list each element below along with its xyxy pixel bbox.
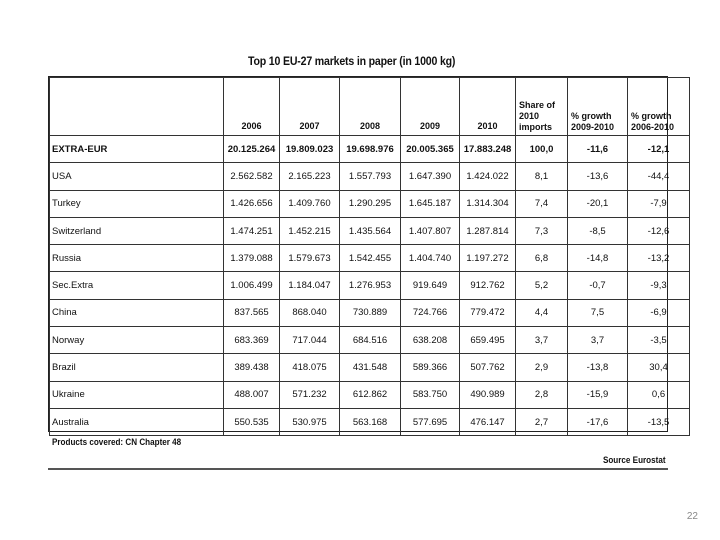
- table-cell: 7,4: [516, 190, 568, 217]
- table-cell: 919.649: [401, 272, 460, 299]
- table-cell: 530.975: [280, 408, 340, 435]
- table-cell: 476.147: [460, 408, 516, 435]
- table-cell: 1.197.272: [460, 245, 516, 272]
- table-cell: 1.006.499: [224, 272, 280, 299]
- table-cell: 20.125.264: [224, 136, 280, 163]
- table-cell: 1.474.251: [224, 217, 280, 244]
- table-cell: 7,3: [516, 217, 568, 244]
- table-cell: 638.208: [401, 327, 460, 354]
- table-cell: 19.698.976: [340, 136, 401, 163]
- table-row: [50, 217, 690, 244]
- table-cell: -9,3: [628, 272, 690, 299]
- table-cell: -3,5: [628, 327, 690, 354]
- table-cell: 717.044: [280, 327, 340, 354]
- table-cell: 1.407.807: [401, 217, 460, 244]
- table-cell: 2.562.582: [224, 163, 280, 190]
- row-label: USA: [50, 163, 224, 190]
- table-cell: 550.535: [224, 408, 280, 435]
- row-label: Russia: [50, 245, 224, 272]
- table-cell: 2,7: [516, 408, 568, 435]
- table-cell: 571.232: [280, 381, 340, 408]
- table-row: [50, 299, 690, 326]
- column-header: 2008: [340, 78, 401, 136]
- table-cell: -7,9: [628, 190, 690, 217]
- table-cell: 837.565: [224, 299, 280, 326]
- table-cell: -11,6: [568, 136, 628, 163]
- table-cell: -13,5: [628, 408, 690, 435]
- table-cell: 3,7: [516, 327, 568, 354]
- table-cell: 1.426.656: [224, 190, 280, 217]
- source-note: Source Eurostat: [603, 455, 666, 465]
- table-cell: 0,6: [628, 381, 690, 408]
- table-cell: 418.075: [280, 354, 340, 381]
- table-cell: -13,6: [568, 163, 628, 190]
- table-row: [50, 245, 690, 272]
- table-cell: 1.557.793: [340, 163, 401, 190]
- table-cell: 5,2: [516, 272, 568, 299]
- row-label: Australia: [50, 408, 224, 435]
- table-cell: 1.424.022: [460, 163, 516, 190]
- table-cell: 589.366: [401, 354, 460, 381]
- row-label: Brazil: [50, 354, 224, 381]
- row-label: Turkey: [50, 190, 224, 217]
- table-cell: 1.379.088: [224, 245, 280, 272]
- table-cell: -6,9: [628, 299, 690, 326]
- row-label: EXTRA-EUR: [50, 136, 224, 163]
- table-cell: 577.695: [401, 408, 460, 435]
- column-header: % growth 2006-2010: [628, 78, 690, 136]
- table-row: [50, 163, 690, 190]
- table-cell: -13,8: [568, 354, 628, 381]
- table-cell: 488.007: [224, 381, 280, 408]
- table-cell: 1.184.047: [280, 272, 340, 299]
- table-cell: 684.516: [340, 327, 401, 354]
- table-row: [50, 136, 690, 163]
- table-cell: -14,8: [568, 245, 628, 272]
- table-cell: 2,8: [516, 381, 568, 408]
- table-title: Top 10 EU-27 markets in paper (in 1000 kg): [248, 56, 456, 68]
- table-row: [50, 327, 690, 354]
- table-header-row: [50, 78, 690, 136]
- table-cell: 563.168: [340, 408, 401, 435]
- table-cell: 30,4: [628, 354, 690, 381]
- table-cell: -8,5: [568, 217, 628, 244]
- table-cell: 19.809.023: [280, 136, 340, 163]
- table-cell: 7,5: [568, 299, 628, 326]
- table-cell: -12,1: [628, 136, 690, 163]
- table-cell: 389.438: [224, 354, 280, 381]
- table-cell: 912.762: [460, 272, 516, 299]
- table-row: [50, 354, 690, 381]
- table-cell: 583.750: [401, 381, 460, 408]
- table-cell: 4,4: [516, 299, 568, 326]
- table-cell: -13,2: [628, 245, 690, 272]
- row-label: Norway: [50, 327, 224, 354]
- table-cell: 6,8: [516, 245, 568, 272]
- column-header: % growth 2009-2010: [568, 78, 628, 136]
- table-cell: 1.452.215: [280, 217, 340, 244]
- table-cell: 20.005.365: [401, 136, 460, 163]
- table-cell: 1.579.673: [280, 245, 340, 272]
- table-cell: 724.766: [401, 299, 460, 326]
- table-cell: 490.989: [460, 381, 516, 408]
- row-label: China: [50, 299, 224, 326]
- table-cell: 612.862: [340, 381, 401, 408]
- table-cell: -12,6: [628, 217, 690, 244]
- table-cell: 2.165.223: [280, 163, 340, 190]
- table-cell: 1.314.304: [460, 190, 516, 217]
- table-cell: -44,4: [628, 163, 690, 190]
- table-cell: 8,1: [516, 163, 568, 190]
- table-cell: -15,9: [568, 381, 628, 408]
- table-cell: 683.369: [224, 327, 280, 354]
- table-cell: 17.883.248: [460, 136, 516, 163]
- column-header: 2007: [280, 78, 340, 136]
- table-cell: 1.404.740: [401, 245, 460, 272]
- table-row: [50, 190, 690, 217]
- table-cell: 1.290.295: [340, 190, 401, 217]
- table-row: [50, 272, 690, 299]
- table-cell: 507.762: [460, 354, 516, 381]
- table-cell: 3,7: [568, 327, 628, 354]
- page-number: 22: [686, 511, 698, 522]
- products-covered-note: Products covered: CN Chapter 48: [52, 437, 182, 447]
- column-header: [50, 78, 224, 136]
- table-cell: 868.040: [280, 299, 340, 326]
- table-cell: 431.548: [340, 354, 401, 381]
- column-header: 2009: [401, 78, 460, 136]
- table-cell: 1.542.455: [340, 245, 401, 272]
- table-cell: 100,0: [516, 136, 568, 163]
- column-header: 2010: [460, 78, 516, 136]
- table-cell: 779.472: [460, 299, 516, 326]
- table-cell: 2,9: [516, 354, 568, 381]
- table-cell: 1.645.187: [401, 190, 460, 217]
- row-label: Ukraine: [50, 381, 224, 408]
- table-cell: 1.435.564: [340, 217, 401, 244]
- bottom-rule: [48, 468, 668, 470]
- table-cell: 1.647.390: [401, 163, 460, 190]
- table-cell: 1.409.760: [280, 190, 340, 217]
- table-cell: 659.495: [460, 327, 516, 354]
- row-label: Switzerland: [50, 217, 224, 244]
- table-cell: 730.889: [340, 299, 401, 326]
- table-cell: -20,1: [568, 190, 628, 217]
- row-label: Sec.Extra: [50, 272, 224, 299]
- table-cell: 1.287.814: [460, 217, 516, 244]
- table-cell: -17,6: [568, 408, 628, 435]
- column-header: Share of 2010 imports: [516, 78, 568, 136]
- markets-table: [49, 77, 690, 436]
- table-row: [50, 408, 690, 435]
- table-cell: -0,7: [568, 272, 628, 299]
- table-cell: 1.276.953: [340, 272, 401, 299]
- column-header: 2006: [224, 78, 280, 136]
- table-row: [50, 381, 690, 408]
